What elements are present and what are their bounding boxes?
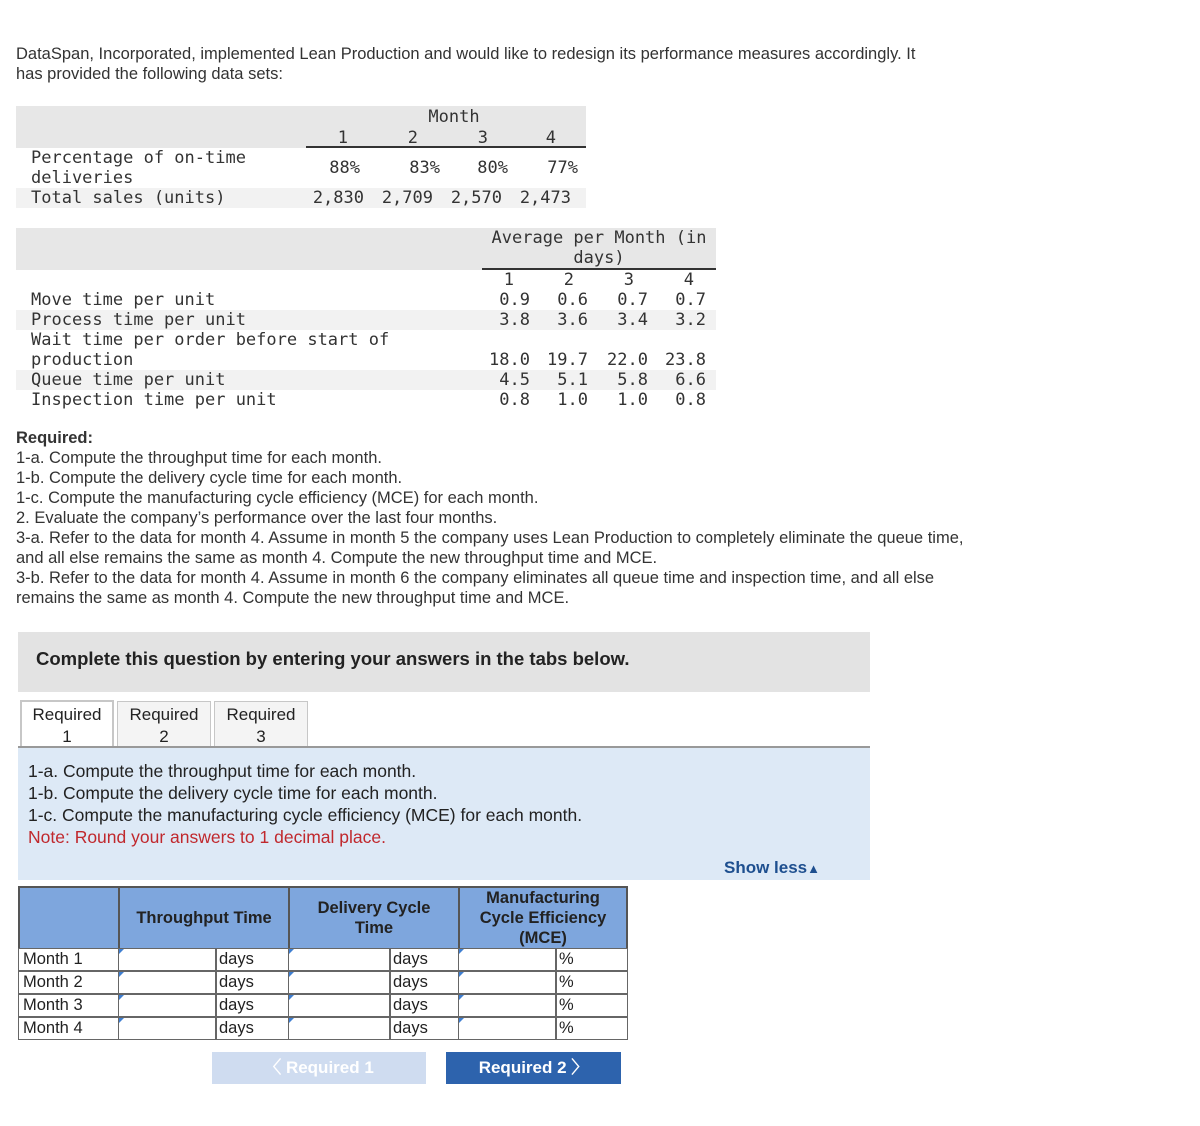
mce-month-4-unit: % <box>556 1017 628 1040</box>
inspection-m2: 1.0 <box>557 390 588 410</box>
mce-month-2-unit: % <box>556 971 628 994</box>
month-3-label: Month 3 <box>18 994 120 1017</box>
tab-required-3-number: 3 <box>256 727 266 746</box>
throughput-month-4-input[interactable] <box>118 1017 216 1040</box>
required-item-2: 2. Evaluate the company’s performance over the last four months. <box>16 509 498 527</box>
table1-month-header: Month <box>428 107 480 127</box>
table2-col-2: 2 <box>563 270 574 290</box>
table1-col-1: 1 <box>337 128 348 148</box>
queue-m2: 5.1 <box>557 370 588 390</box>
prev-required-1-button[interactable] <box>212 1052 426 1084</box>
intro-text: DataSpan, Incorporated, implemented Lean Production and would like to redesign its performance measures accordingly. It has provided the following data sets: <box>16 45 916 83</box>
wait-m4: 23.8 <box>665 350 706 370</box>
required-item-1a: 1-a. Compute the throughput time for each month. <box>16 449 382 467</box>
prev-button-label: Required 1 <box>285 1058 374 1077</box>
queue-m4: 6.6 <box>675 370 706 390</box>
tab-required-2-number: 2 <box>159 727 169 746</box>
next-required-2-button[interactable] <box>446 1052 621 1084</box>
on-time-sales-table <box>16 106 586 210</box>
table1-col-2: 2 <box>407 128 418 148</box>
required-title: Required: <box>16 429 94 447</box>
required-item-1b: 1-b. Compute the delivery cycle time for each month. <box>16 469 403 487</box>
delivery-month-1-unit: days <box>390 948 460 971</box>
chevron-left-icon: 〈 <box>264 1058 282 1077</box>
tab-required-2-label: Required <box>129 705 199 724</box>
tab-required-3-label: Required <box>226 705 296 724</box>
table2-col-1: 1 <box>503 270 514 290</box>
mce-month-4-input[interactable] <box>458 1017 556 1040</box>
wait-m2: 19.7 <box>547 350 588 370</box>
table2-header: Average per Month (in days) <box>491 228 707 268</box>
delivery-month-1-input[interactable] <box>288 948 390 971</box>
table2-col-4: 4 <box>683 270 694 290</box>
table2-col-3: 3 <box>623 270 634 290</box>
caret-up-icon: ▲ <box>807 861 821 876</box>
wait-m3: 22.0 <box>607 350 648 370</box>
mce-month-2-input[interactable] <box>458 971 556 994</box>
rounding-note: Note: Round your answers to 1 decimal place. <box>28 827 386 847</box>
required-item-3b: 3-b. Refer to the data for month 4. Assume in month 6 the company eliminates all queue time and inspection time, and all else remains the same as month 4. Compute the new throughput time and MCE. <box>16 569 935 607</box>
tab-required-1-number: 1 <box>62 727 72 746</box>
inspection-m3: 1.0 <box>617 390 648 410</box>
mce-month-3-input[interactable] <box>458 994 556 1017</box>
process-m2: 3.6 <box>557 310 588 330</box>
throughput-month-4-unit: days <box>216 1017 290 1040</box>
tab-required-1[interactable] <box>20 700 114 746</box>
throughput-month-3-input[interactable] <box>118 994 216 1017</box>
move-m2: 0.6 <box>557 290 588 310</box>
complete-banner <box>18 632 870 692</box>
tab-required-3[interactable] <box>214 701 308 747</box>
queue-m3: 5.8 <box>617 370 648 390</box>
delivery-month-4-input[interactable] <box>288 1017 390 1040</box>
sales-m4: 2,473 <box>519 188 571 208</box>
on-time-m4: 77% <box>547 158 578 178</box>
move-m4: 0.7 <box>675 290 706 310</box>
inspection-m1: 0.8 <box>499 390 530 410</box>
throughput-month-1-input[interactable] <box>118 948 216 971</box>
header-throughput-time: Throughput Time <box>118 886 290 950</box>
table1-col-3: 3 <box>477 128 488 148</box>
on-time-m3: 80% <box>477 158 508 178</box>
next-button-label: Required 2 <box>478 1058 567 1077</box>
panel-line-1b: 1-b. Compute the delivery cycle time for each month. <box>28 783 438 803</box>
show-less-label: Show less <box>724 858 808 877</box>
complete-banner-text: Complete this question by entering your answers in the tabs below. <box>36 648 630 669</box>
mce-month-1-input[interactable] <box>458 948 556 971</box>
throughput-month-2-unit: days <box>216 971 290 994</box>
queue-m1: 4.5 <box>499 370 530 390</box>
on-time-m2: 83% <box>409 158 440 178</box>
grid-corner-header <box>18 886 120 950</box>
tab-required-2[interactable] <box>117 701 211 747</box>
wait-m1: 18.0 <box>489 350 530 370</box>
move-m3: 0.7 <box>617 290 648 310</box>
required-item-1c: 1-c. Compute the manufacturing cycle efficiency (MCE) for each month. <box>16 489 539 507</box>
mce-month-1-unit: % <box>556 948 628 971</box>
inspection-m4: 0.8 <box>675 390 706 410</box>
row-label-queue-time: Queue time per unit <box>31 370 226 390</box>
row-label-on-time: Percentage of on-time deliveries <box>31 148 246 188</box>
time-per-unit-table <box>16 228 716 412</box>
panel-line-1c: 1-c. Compute the manufacturing cycle efficiency (MCE) for each month. <box>28 805 583 825</box>
row-label-wait-time: Wait time per order before start of production <box>31 330 390 370</box>
delivery-month-2-input[interactable] <box>288 971 390 994</box>
throughput-month-3-unit: days <box>216 994 290 1017</box>
answer-grid <box>18 886 628 1042</box>
required-item-3a: 3-a. Refer to the data for month 4. Assume in month 5 the company uses Lean Production to completely eliminate the queue time, and all else remains the same as month 4. Compute the new throughput time and MCE. <box>16 529 964 567</box>
header-delivery-cycle-time: Delivery Cycle Time <box>288 886 460 950</box>
sales-m3: 2,570 <box>450 188 502 208</box>
mce-month-3-unit: % <box>556 994 628 1017</box>
chevron-right-icon: 〉 <box>571 1058 589 1077</box>
delivery-month-3-input[interactable] <box>288 994 390 1017</box>
month-4-label: Month 4 <box>18 1017 120 1040</box>
sales-m2: 2,709 <box>381 188 433 208</box>
throughput-month-2-input[interactable] <box>118 971 216 994</box>
process-m1: 3.8 <box>499 310 530 330</box>
row-label-process-time: Process time per unit <box>31 310 246 330</box>
delivery-month-4-unit: days <box>390 1017 460 1040</box>
header-mce: Manufacturing Cycle Efficiency (MCE) <box>458 886 628 950</box>
month-2-label: Month 2 <box>18 971 120 994</box>
delivery-month-3-unit: days <box>390 994 460 1017</box>
required-section <box>16 428 966 608</box>
process-m4: 3.2 <box>675 310 706 330</box>
show-less-toggle[interactable] <box>724 858 820 878</box>
row-label-inspection-time: Inspection time per unit <box>31 390 277 410</box>
sales-m1: 2,830 <box>312 188 364 208</box>
throughput-month-1-unit: days <box>216 948 290 971</box>
on-time-m1: 88% <box>329 158 360 178</box>
delivery-month-2-unit: days <box>390 971 460 994</box>
row-label-move-time: Move time per unit <box>31 290 216 310</box>
process-m3: 3.4 <box>617 310 648 330</box>
move-m1: 0.9 <box>499 290 530 310</box>
table1-col-4: 4 <box>545 128 556 148</box>
panel-line-1a: 1-a. Compute the throughput time for each month. <box>28 761 417 781</box>
tab-required-1-label: Required <box>32 705 102 724</box>
row-label-total-sales: Total sales (units) <box>31 188 226 208</box>
month-1-label: Month 1 <box>18 948 120 971</box>
